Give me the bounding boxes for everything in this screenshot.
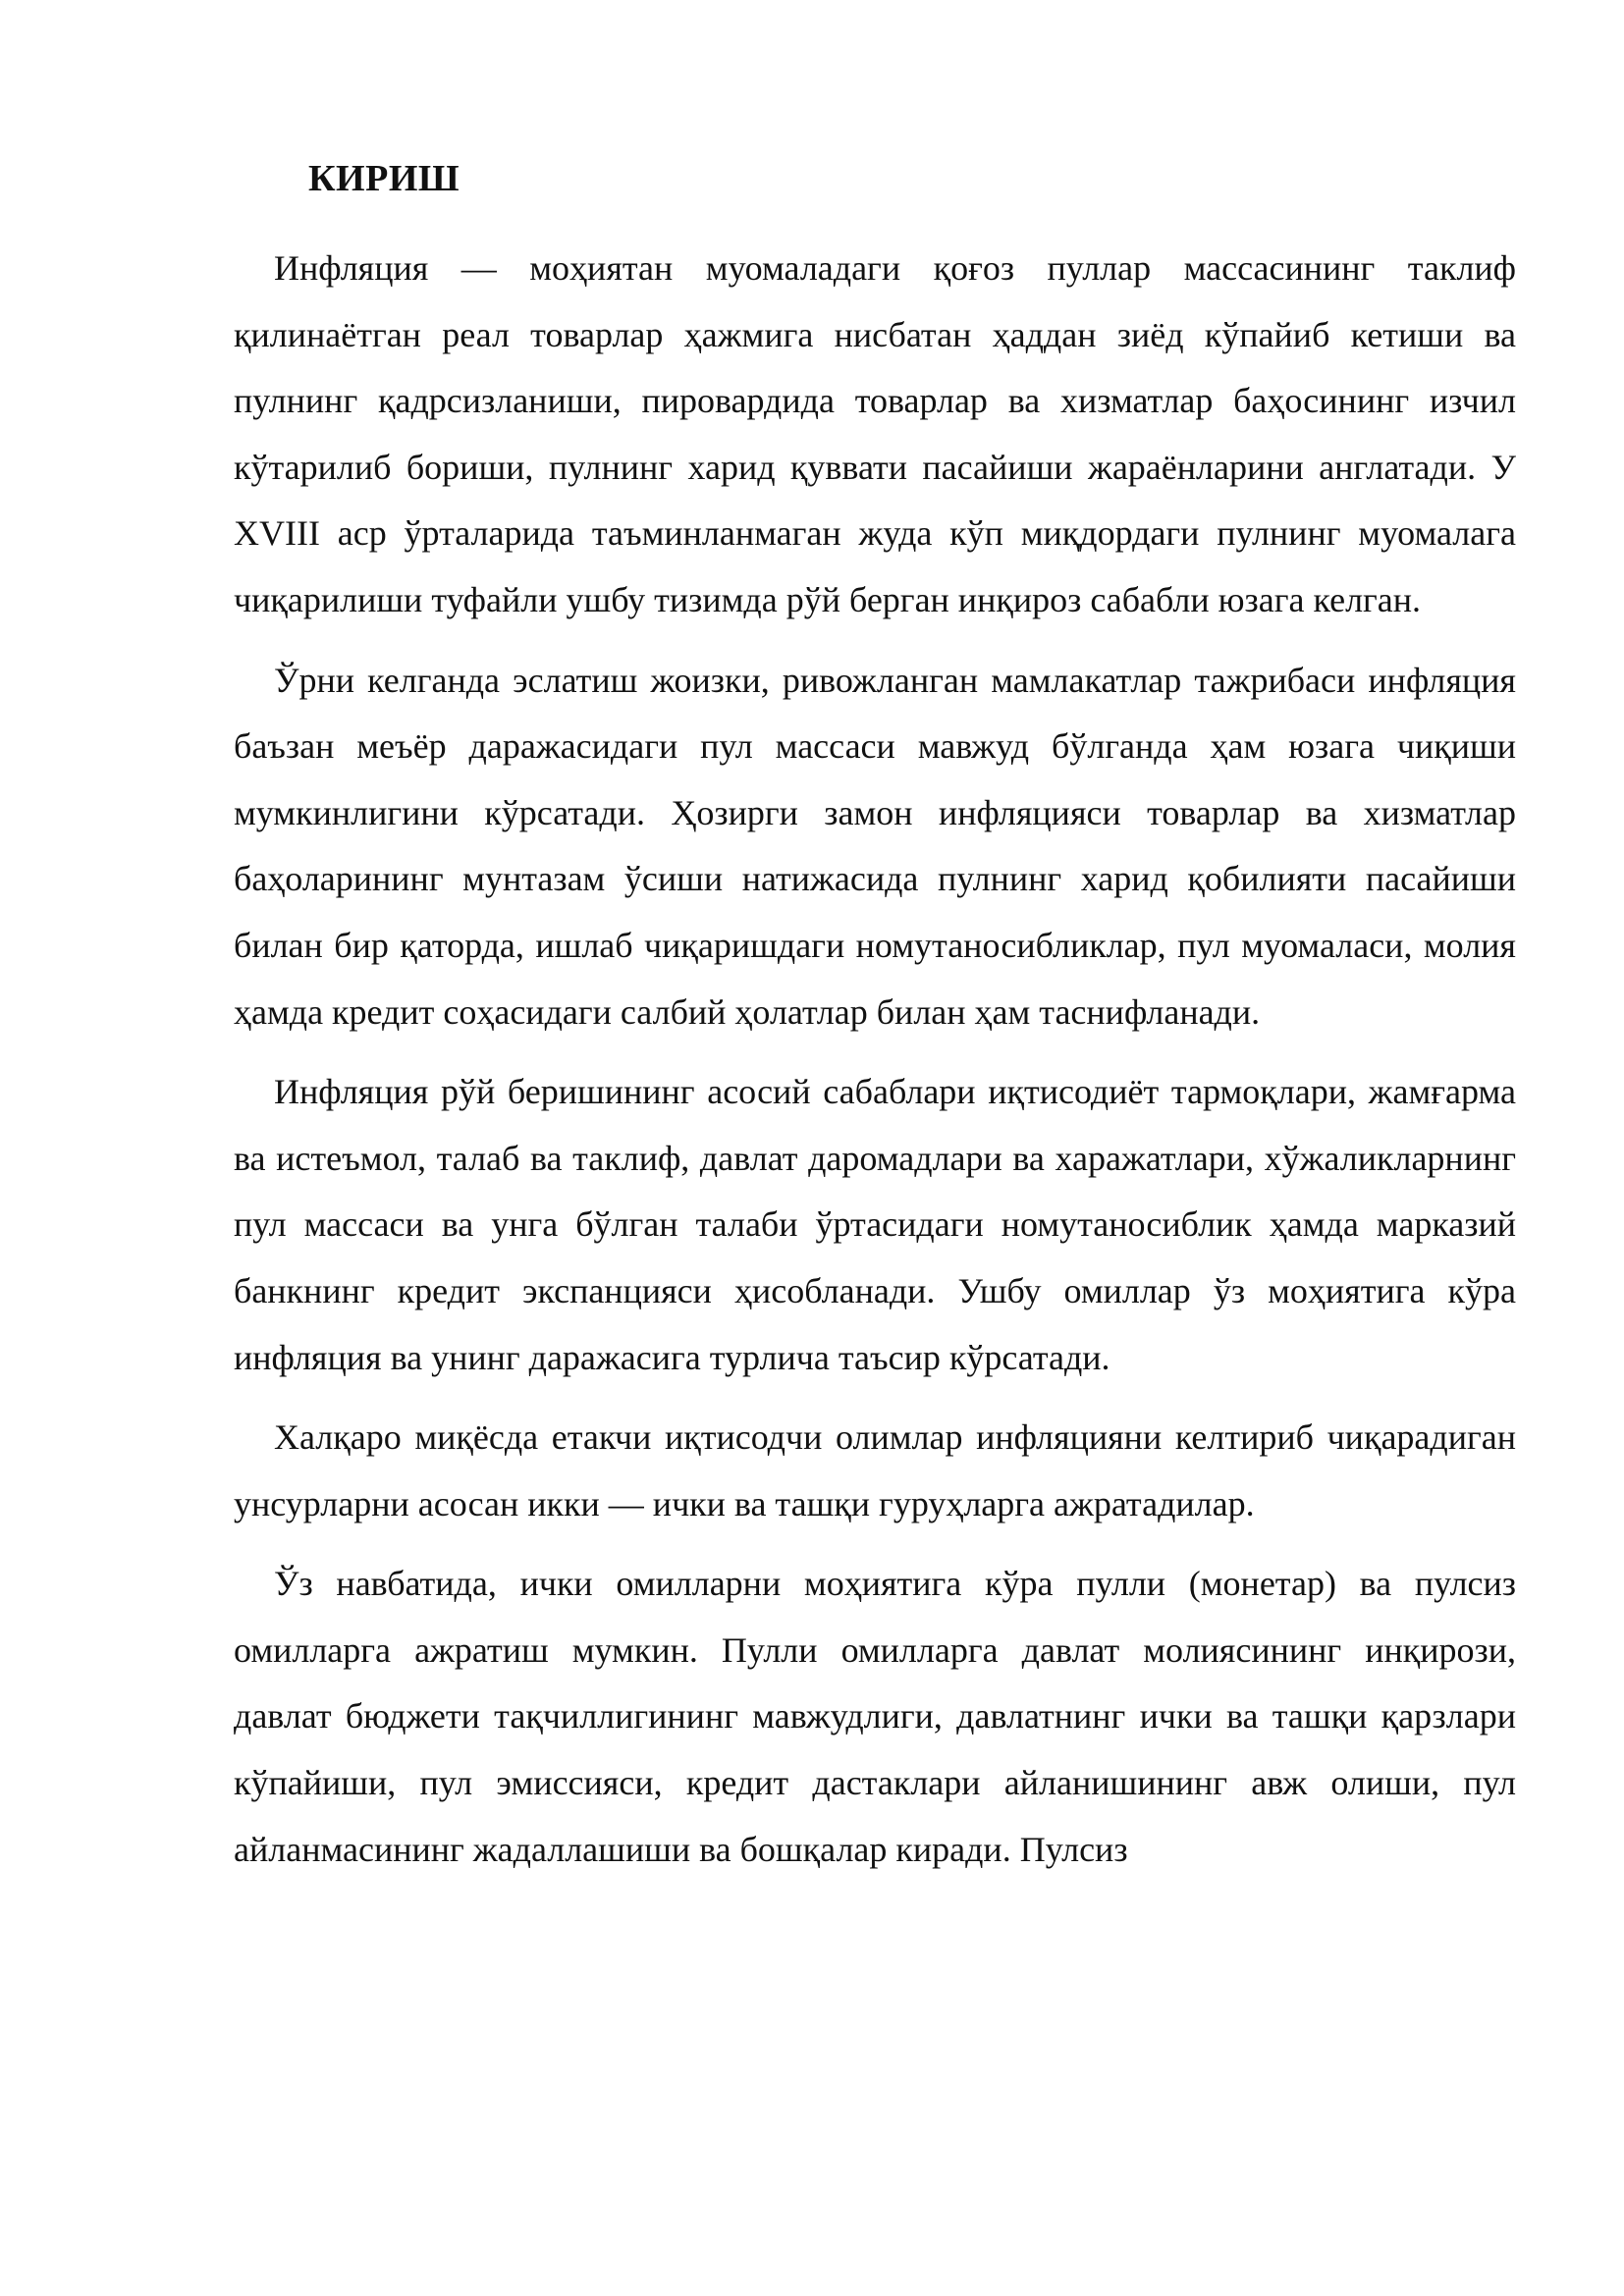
document-heading: КИРИШ xyxy=(308,158,460,199)
paragraph-4: Халқаро миқёсда етакчи иқтисодчи олимлар инфляцияни келтириб чиқарадиган унсурларни асосан икки — ички ва ташқи гуруҳларга ажратадилар. xyxy=(234,1417,1516,1523)
paragraph-1: Инфляция — моҳиятан муомаладаги қоғоз пуллар массасининг таклиф қилинаётган реал товарлар ҳажмига нисбатан ҳаддан зиёд кўпайиб кетиши ва пулнинг қадрсизланиши, пировардида товарлар ва хизматлар баҳосининг изчил кўтарилиб бориши, пулнинг харид қуввати пасайиши жараёнларини англатади. У XVIII аср ўрталарида таъминланмаган жуда кўп миқдордаги пулнинг муомалага чиқарилиши туфайли ушбу тизимда рўй берган инқироз сабабли юзага келган. xyxy=(234,248,1516,619)
paragraph-3: Инфляция рўй беришининг асосий сабаблари иқтисодиёт тармоқлари, жамғарма ва истеъмол, талаб ва таклиф, давлат даромадлари ва харажатлари, хўжаликларнинг пул массаси ва унга бўлган талаби ўртасидаги номутаносиблик ҳамда марказий банкнинг кредит экспанцияси ҳисобланади. Ушбу омиллар ўз моҳиятига кўра инфляция ва унинг даражасига турлича таъсир кўрсатади. xyxy=(234,1072,1516,1377)
paragraph-5: Ўз навбатида, ички омилларни моҳиятига кўра пулли (монетар) ва пулсиз омилларга ажратиш мумкин. Пулли омилларга давлат молиясининг инқирози, давлат бюджети тақчиллигининг мавжудлиги, давлатнинг ички ва ташқи қарзлари кўпайиши, пул эмиссияси, кредит дастаклари айланишининг авж олиши, пул айланмасининг жадаллашиши ва бошқалар киради. Пулсиз xyxy=(234,1564,1516,1869)
paragraph-2: Ўрни келганда эслатиш жоизки, ривожланган мамлакатлар тажрибаси инфляция баъзан меъёр даражасидаги пул массаси мавжуд бўлганда ҳам юзага чиқиши мумкинлигини кўрсатади. Ҳозирги замон инфляцияси товарлар ва хизматлар баҳоларининг мунтазам ўсиши натижасида пулнинг харид қобилияти пасайиши билан бир қаторда, ишлаб чиқаришдаги номутаносибликлар, пул муомаласи, молия ҳамда кредит соҳасидаги салбий ҳолатлар билан ҳам таснифланади. xyxy=(234,660,1516,1032)
